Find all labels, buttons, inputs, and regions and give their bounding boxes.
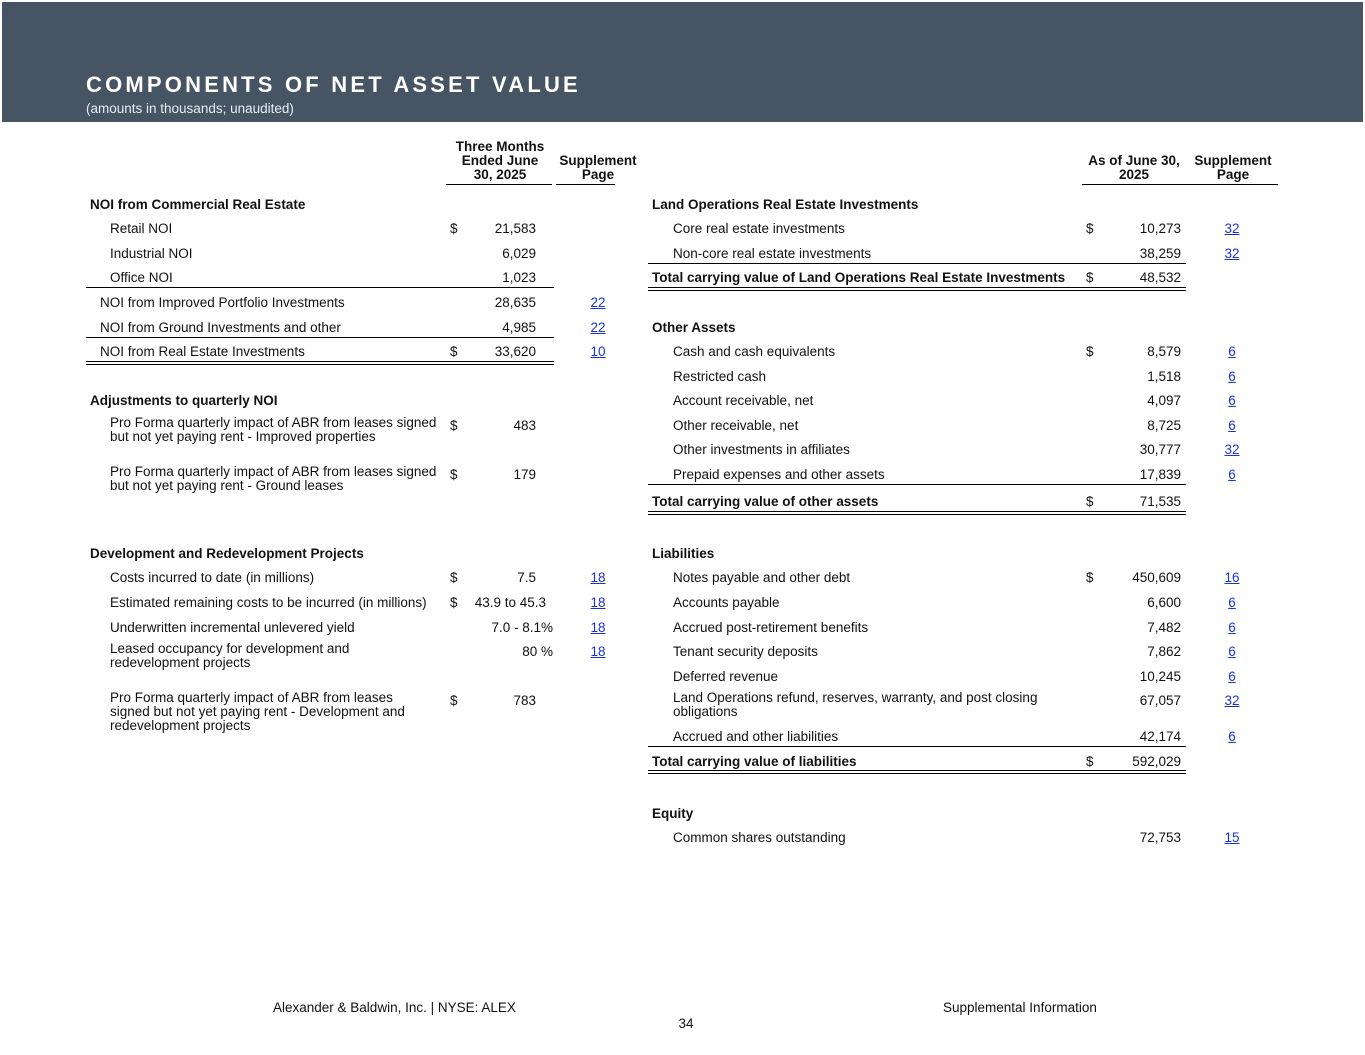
dollar-sign: $ [450, 570, 458, 585]
value-other-asset: 8,579 [1147, 344, 1181, 359]
row-label-liability: Accounts payable [673, 595, 780, 610]
section-heading-development: Development and Redevelopment Projects [90, 546, 364, 561]
total-double-rule [648, 770, 1186, 774]
row-label-proforma-improved: Pro Forma quarterly impact of ABR from leases signed but not yet paying rent - Improved properties [110, 415, 437, 444]
dollar-sign: $ [1086, 570, 1094, 585]
value-other-asset: 4,097 [1147, 393, 1181, 408]
value-other-asset: 30,777 [1139, 442, 1181, 457]
column-header-rule [446, 184, 552, 185]
row-label-office-noi: Office NOI [110, 270, 173, 285]
subtotal-rule [86, 287, 554, 288]
supplement-page-link[interactable]: 6 [1228, 393, 1236, 408]
row-label-liability: Deferred revenue [673, 669, 779, 684]
row-label-liability: Accrued post-retirement benefits [673, 620, 869, 635]
row-label-noncore-real-estate: Non-core real estate investments [673, 246, 872, 261]
value-noi-total: 33,620 [494, 344, 536, 359]
dollar-sign: $ [450, 418, 458, 433]
section-heading-land-operations: Land Operations Real Estate Investments [652, 197, 919, 212]
value-liability: 7,482 [1147, 620, 1181, 635]
value-liability: 42,174 [1139, 729, 1181, 744]
value-other-asset: 17,839 [1139, 467, 1181, 482]
value-proforma-ground: 179 [513, 467, 536, 482]
value-other-asset: 8,725 [1147, 418, 1181, 433]
value-liability: 7,862 [1147, 644, 1181, 659]
value-other-assets-total: 71,535 [1139, 494, 1181, 509]
supplement-page-link[interactable]: 6 [1228, 669, 1236, 684]
value-liability: 6,600 [1147, 595, 1181, 610]
dollar-sign: $ [1086, 344, 1094, 359]
dollar-sign: $ [450, 693, 458, 708]
value-liability: 450,609 [1132, 570, 1181, 585]
row-label-liability: Notes payable and other debt [673, 570, 851, 585]
supplement-page-link[interactable]: 32 [1224, 442, 1240, 457]
supplement-page-link[interactable]: 22 [590, 320, 606, 335]
supplement-page-link[interactable]: 6 [1228, 595, 1236, 610]
value-liabilities-total: 592,029 [1132, 754, 1181, 769]
row-label-leased-occupancy: Leased occupancy for development and redevelopment projects [110, 641, 350, 670]
value-remaining-costs: 43.9 to 45.3 [474, 595, 546, 610]
value-proforma-development: 783 [513, 693, 536, 708]
supplement-page-link[interactable]: 32 [1224, 246, 1240, 261]
value-leased-occupancy: 80 % [522, 644, 553, 659]
value-noncore-real-estate: 38,259 [1139, 246, 1181, 261]
row-label-proforma-development: Pro Forma quarterly impact of ABR from leases signed but not yet paying rent - Development and redevelopment projects [110, 690, 405, 733]
subtotal-rule [648, 263, 1186, 264]
row-label-other-assets-total: Total carrying value of other assets [652, 494, 879, 509]
supplement-page-link[interactable]: 6 [1228, 620, 1236, 635]
page-header [2, 2, 1363, 122]
value-ground-investments: 4,985 [502, 320, 536, 335]
value-core-real-estate: 10,273 [1139, 221, 1181, 236]
row-label-proforma-ground: Pro Forma quarterly impact of ABR from leases signed but not yet paying rent - Ground leases [110, 464, 437, 493]
section-heading-noi: NOI from Commercial Real Estate [90, 197, 306, 212]
value-liability: 67,057 [1139, 693, 1181, 708]
row-label-noi-total: NOI from Real Estate Investments [100, 344, 305, 359]
dollar-sign: $ [1086, 221, 1094, 236]
subtotal-rule [648, 484, 1186, 485]
section-heading-adjustments: Adjustments to quarterly NOI [90, 393, 278, 408]
value-industrial-noi: 6,029 [502, 246, 536, 261]
value-proforma-improved: 483 [513, 418, 536, 433]
subtotal-rule [648, 746, 1186, 747]
supplement-page-link[interactable]: 32 [1224, 693, 1240, 708]
row-label-unlevered-yield: Underwritten incremental unlevered yield [110, 620, 355, 635]
value-unlevered-yield: 7.0 - 8.1% [491, 620, 553, 635]
supplement-page-link[interactable]: 16 [1224, 570, 1240, 585]
row-label-improved-portfolio: NOI from Improved Portfolio Investments [100, 295, 345, 310]
row-label-common-shares: Common shares outstanding [673, 830, 846, 845]
row-label-other-asset: Other receivable, net [673, 418, 799, 433]
supplement-page-link[interactable]: 6 [1228, 418, 1236, 433]
row-label-core-real-estate: Core real estate investments [673, 221, 845, 236]
value-liability: 10,245 [1139, 669, 1181, 684]
supplement-page-link[interactable]: 18 [590, 595, 606, 610]
footer-section: Supplemental Information [943, 1000, 1097, 1015]
row-label-remaining-costs: Estimated remaining costs to be incurred (in millions) [110, 595, 427, 610]
supplement-page-link[interactable]: 22 [590, 295, 606, 310]
row-label-other-asset: Other investments in affiliates [673, 442, 850, 457]
row-label-other-asset: Prepaid expenses and other assets [673, 467, 885, 482]
row-label-other-asset: Account receivable, net [673, 393, 814, 408]
value-retail-noi: 21,583 [494, 221, 536, 236]
section-heading-liabilities: Liabilities [652, 546, 715, 561]
supplement-page-link[interactable]: 10 [590, 344, 606, 359]
total-double-rule [86, 361, 554, 365]
value-improved-portfolio: 28,635 [494, 295, 536, 310]
page-title: COMPONENTS OF NET ASSET VALUE [86, 72, 581, 97]
section-heading-equity: Equity [652, 806, 694, 821]
dollar-sign: $ [1086, 494, 1094, 509]
supplement-page-link[interactable]: 15 [1224, 830, 1240, 845]
row-label-liabilities-total: Total carrying value of liabilities [652, 754, 857, 769]
row-label-retail-noi: Retail NOI [110, 221, 173, 236]
column-header-rule [1082, 184, 1278, 185]
total-double-rule [648, 511, 1186, 515]
supplement-page-link[interactable]: 6 [1228, 644, 1236, 659]
row-label-liability: Tenant security deposits [673, 644, 818, 659]
column-header-supplement-page: Supplement Page [559, 153, 637, 182]
section-heading-other-assets: Other Assets [652, 320, 736, 335]
dollar-sign: $ [450, 221, 458, 236]
value-other-asset: 1,518 [1147, 369, 1181, 384]
column-header-rule [556, 184, 615, 185]
row-label-industrial-noi: Industrial NOI [110, 246, 193, 261]
supplement-page-link[interactable]: 6 [1228, 369, 1236, 384]
row-label-ground-investments: NOI from Ground Investments and other [100, 320, 341, 335]
supplement-page-link[interactable]: 18 [590, 620, 606, 635]
page-number: 34 [678, 1016, 694, 1031]
supplement-page-link[interactable]: 6 [1228, 467, 1236, 482]
supplement-page-link[interactable]: 6 [1228, 344, 1236, 359]
total-double-rule [648, 287, 1186, 291]
subtotal-rule [86, 337, 554, 338]
row-label-costs-incurred: Costs incurred to date (in millions) [110, 570, 315, 585]
supplement-page-link[interactable]: 18 [590, 644, 606, 659]
row-label-liability: Accrued and other liabilities [673, 729, 839, 744]
supplement-page-link[interactable]: 18 [590, 570, 606, 585]
column-header-supplement-page: Supplement Page [1194, 153, 1272, 182]
value-office-noi: 1,023 [502, 270, 536, 285]
footer-company: Alexander & Baldwin, Inc. | NYSE: ALEX [273, 1000, 516, 1015]
dollar-sign: $ [450, 344, 458, 359]
row-label-land-total: Total carrying value of Land Operations Real Estate Investments [652, 270, 1066, 285]
supplement-page-link[interactable]: 6 [1228, 729, 1236, 744]
dollar-sign: $ [450, 595, 458, 610]
dollar-sign: $ [1086, 270, 1094, 285]
page-subtitle: (amounts in thousands; unaudited) [86, 101, 294, 116]
row-label-liability: Land Operations refund, reserves, warranty, and post closing obligations [673, 690, 1038, 719]
supplement-page-link[interactable]: 32 [1224, 221, 1240, 236]
value-land-total: 48,532 [1139, 270, 1181, 285]
row-label-other-asset: Restricted cash [673, 369, 767, 384]
dollar-sign: $ [450, 467, 458, 482]
value-common-shares: 72,753 [1139, 830, 1181, 845]
column-header-period: Three Months Ended June 30, 2025 [455, 139, 545, 182]
column-header-as-of: As of June 30, 2025 [1088, 153, 1180, 182]
dollar-sign: $ [1086, 754, 1094, 769]
value-costs-incurred: 7.5 [517, 570, 536, 585]
row-label-other-asset: Cash and cash equivalents [673, 344, 836, 359]
